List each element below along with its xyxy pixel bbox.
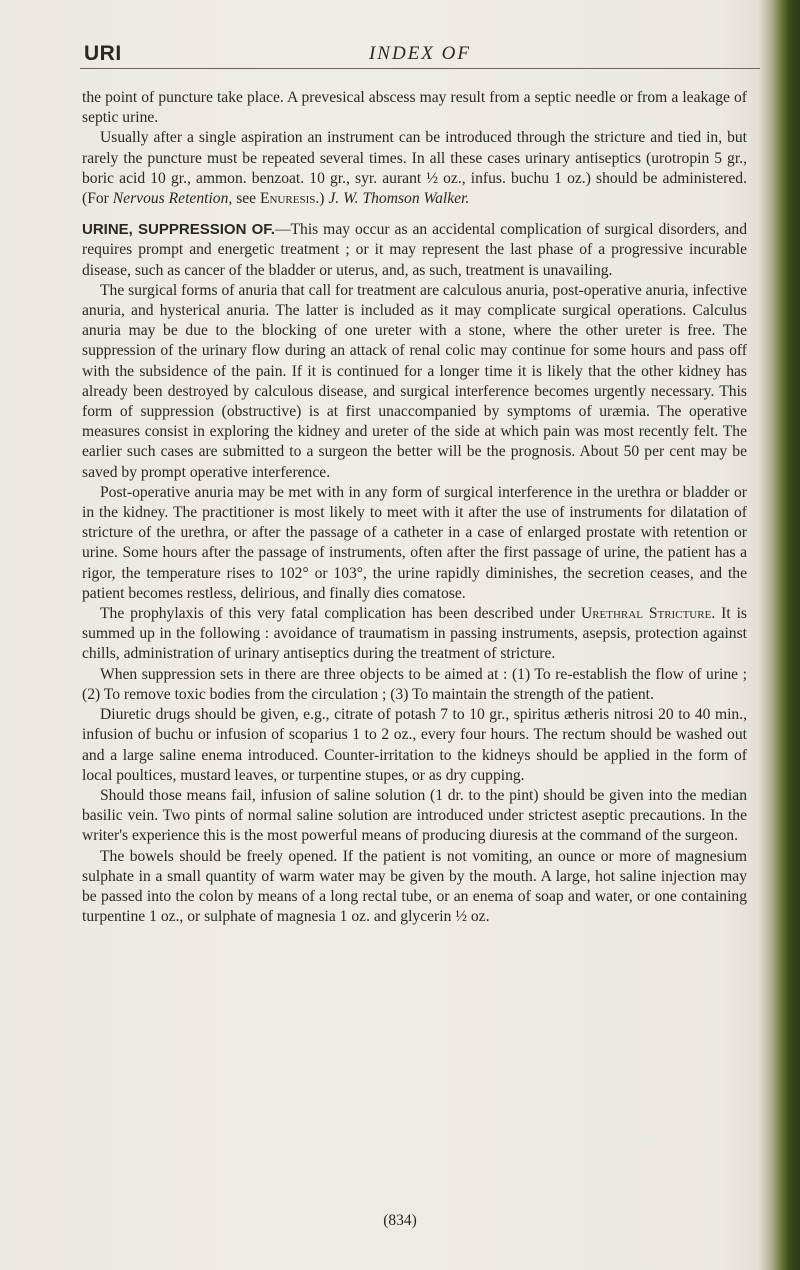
page-number: (834) [383, 1212, 417, 1229]
paragraph [82, 128, 747, 209]
entry-paragraph [82, 220, 747, 281]
cross-reference: Enuresis [260, 190, 316, 208]
running-header [80, 40, 760, 69]
paragraph: The surgical forms of anuria that call for treatment are calculous anuria, post-operative anuria, infective anuria, and hysterical anuria. The latter is included as it may complicate surgical operations. Calculus anuria may be due to the blocking of one ureter with a stone, where the other ureter is free. The suppression of the urinary flow during an attack of renal colic may continue for some hours and pass off with the subsidence of the pain. If it is continued for a longer time it is likely that the other kidney has already been destroyed by calculous disease, and surgical interference becomes urgently necessary. This form of suppression (obstructive) is at first unaccompanied by symptoms of uræmia. The operative measures consist in exploring the kidney and ureter of the side at which pain was most recently felt. The earlier such cases are submitted to a surgeon the better will be the prognosis. About 50 per cent may be saved by prompt operative interference. [82, 281, 747, 481]
text-run: —This may occur as an accidental complication of surgical disorders, and requires prompt and energetic treatment ; or it may represent the last phase of a progressive incurable disease, such as cancer of the bladder or uterus, and, as such, treatment is unavailing. [82, 221, 747, 279]
paragraph: Post-operative anuria may be met with in any form of surgical interference in the urethra or bladder or in the kidney. The practitioner is most likely to meet with it after the use of instruments for dilatation of stricture of the urethra, or after the passage of a catheter in a case of enlarged prostate with retention or urine. Some hours after the passage of instruments, often after the first passage of urine, the patient has a rigor, the temperature rises to 102° or 103°, the urine rapidly diminishes, the secretion ceases, and the patient becomes restless, delirious, and finally dies comatose. [82, 483, 747, 602]
cross-reference: Urethral Stricture [580, 605, 712, 623]
italic-term: Nervous Retention, [112, 190, 233, 208]
page-edge [758, 0, 800, 1270]
paragraph [82, 604, 747, 665]
paragraph: Diuretic drugs should be given, e.g., citrate of potash 7 to 10 gr., spiritus ætheris nitrosi 20 to 40 min., infusion of buchu or infusion of scoparius 1 to 2 oz., every four hours. The rectum should be washed out and a large saline enema introduced. Counter-irritation to the kidneys should be applied in the form of local poultices, mustard leaves, or turpentine stupes, or as dry cupping. [82, 706, 747, 784]
paragraph: The bowels should be freely opened. If the patient is not vomiting, an ounce or more of magnesium sulphate in a small quantity of warm water may be given by the mouth. A large, hot saline injection may be passed into the colon by means of a long rectal tube, or an enema of soap and water, or one containing turpentine 1 oz., or sulphate of magnesia 1 oz. and glycerin ½ oz. [82, 847, 747, 926]
header-keyword: URI [84, 42, 122, 65]
paragraph: When suppression sets in there are three objects to be aimed at : (1) To re-establish the flow of urine ; (2) To remove toxic bodies from the circulation ; (3) To maintain the strength of the patient. [82, 665, 747, 703]
paragraph: the point of puncture take place. A prevesical abscess may result from a septic needle or from a leakage of septic urine. [82, 89, 747, 127]
paragraph: Should those means fail, infusion of saline solution (1 dr. to the pint) should be given into the median basilic vein. Two pints of normal saline solution are introduced under strictest aseptic precautions. In the writer's experience this is the most powerful means of producing diuresis at the command of the surgeon. [82, 786, 747, 845]
text-run: see [232, 190, 261, 208]
text-run: The prophylaxis of this very fatal complication has been described under [100, 605, 581, 623]
text-run: .) [315, 190, 329, 208]
header-title: INDEX OF [368, 43, 471, 64]
page-body [82, 88, 747, 927]
text-run: Usually after a single aspiration an instrument can be introduced through the stricture and tied in, but rarely the puncture must be repeated several times. In all these cases urinary antiseptics (urotropin 5 gr., boric acid 10 gr., ammon. benzoat. 10 gr., syr. aurant ½ oz., infus. buchu 1 oz.) should be administered. (For [82, 129, 747, 208]
entry-heading: URINE, SUPPRESSION OF. [82, 221, 275, 239]
text-run: . It is summed up in the following : avoidance of traumatism in passing instruments, asepsis, protection against chills, administration of urinary antiseptics during the treatment of stricture. [82, 605, 748, 663]
author-signature: J. W. Thomson Walker. [328, 190, 470, 208]
